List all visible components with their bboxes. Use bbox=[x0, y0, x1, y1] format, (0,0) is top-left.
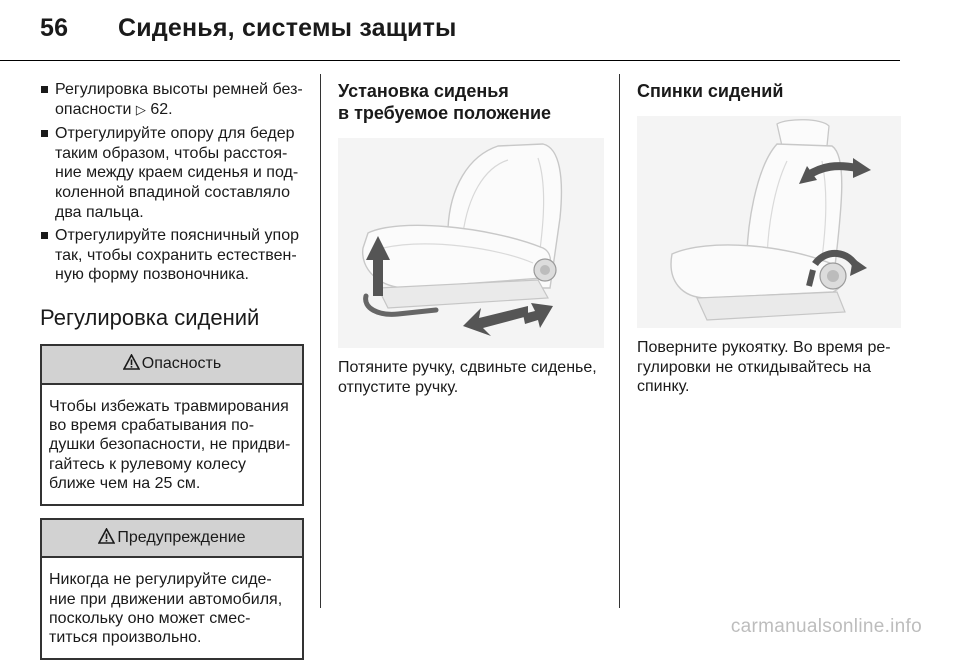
danger-box-title: Опасность bbox=[141, 354, 222, 372]
page-reference[interactable]: 62. bbox=[150, 100, 173, 118]
bullet-text: Регулировка высоты ремней без-опасности bbox=[55, 81, 303, 118]
bullet-item bbox=[40, 80, 304, 120]
bullet-list bbox=[40, 80, 304, 285]
page-header bbox=[40, 14, 457, 43]
seat-position-caption: Потяните ручку, сдвиньте сиденье, отпустите ручку. bbox=[338, 359, 597, 396]
seat-forward-adjustment-illustration bbox=[338, 138, 604, 348]
arrow-reference-icon: ▷ bbox=[135, 102, 146, 118]
section-title: Регулировка сидений bbox=[40, 304, 260, 330]
column-right bbox=[637, 80, 903, 397]
bullet-text: Отрегулируйте поясничный упор так, чтобы сохранить естествен-ную форму позвоночника. bbox=[55, 227, 299, 284]
seatback-caption: Поверните рукоятку. Во время ре-гулировки не откидывайтесь на спинку. bbox=[637, 339, 891, 396]
danger-box bbox=[40, 344, 304, 506]
seat-position-title bbox=[338, 80, 604, 124]
bullet-item bbox=[40, 226, 304, 285]
warning-triangle-icon bbox=[98, 528, 115, 550]
column-divider-2 bbox=[619, 74, 620, 608]
title-line-2: в требуемое положение bbox=[338, 103, 552, 123]
seatback-recline-illustration bbox=[637, 116, 901, 328]
warning-triangle-icon bbox=[123, 354, 140, 376]
bullet-text: Отрегулируйте опору для бедер таким образом, чтобы расстоя-ние между краем сиденья и под-коленной впадиной составляло два пальца. bbox=[55, 125, 299, 221]
column-divider-1 bbox=[320, 74, 321, 608]
warning-box-text: Никогда не регулируйте сиде-ние при движении автомобиля, поскольку оно может смес-титься произвольно. bbox=[49, 571, 283, 647]
watermark: carmanualsonline.info bbox=[730, 616, 922, 637]
warning-box-header bbox=[42, 520, 302, 559]
page-number: 56 bbox=[40, 14, 69, 42]
title-line-1: Установка сиденья bbox=[338, 81, 509, 101]
bullet-square-icon bbox=[41, 232, 48, 239]
danger-box-header bbox=[42, 346, 302, 385]
danger-box-text: Чтобы избежать травмирования во время срабатывания по-душки безопасности, не придви-гайтесь к рулевому колесу ближе чем на 25 см. bbox=[49, 397, 291, 493]
page-title: Сиденья, системы защиты bbox=[118, 14, 457, 42]
column-left bbox=[40, 80, 304, 672]
seatback-title: Спинки сидений bbox=[637, 81, 784, 101]
warning-box-title: Предупреждение bbox=[117, 528, 246, 546]
bullet-item bbox=[40, 124, 304, 222]
bullet-square-icon bbox=[41, 130, 48, 137]
bullet-square-icon bbox=[41, 86, 48, 93]
warning-box bbox=[40, 518, 304, 660]
header-rule bbox=[0, 60, 900, 61]
column-middle bbox=[338, 80, 604, 397]
